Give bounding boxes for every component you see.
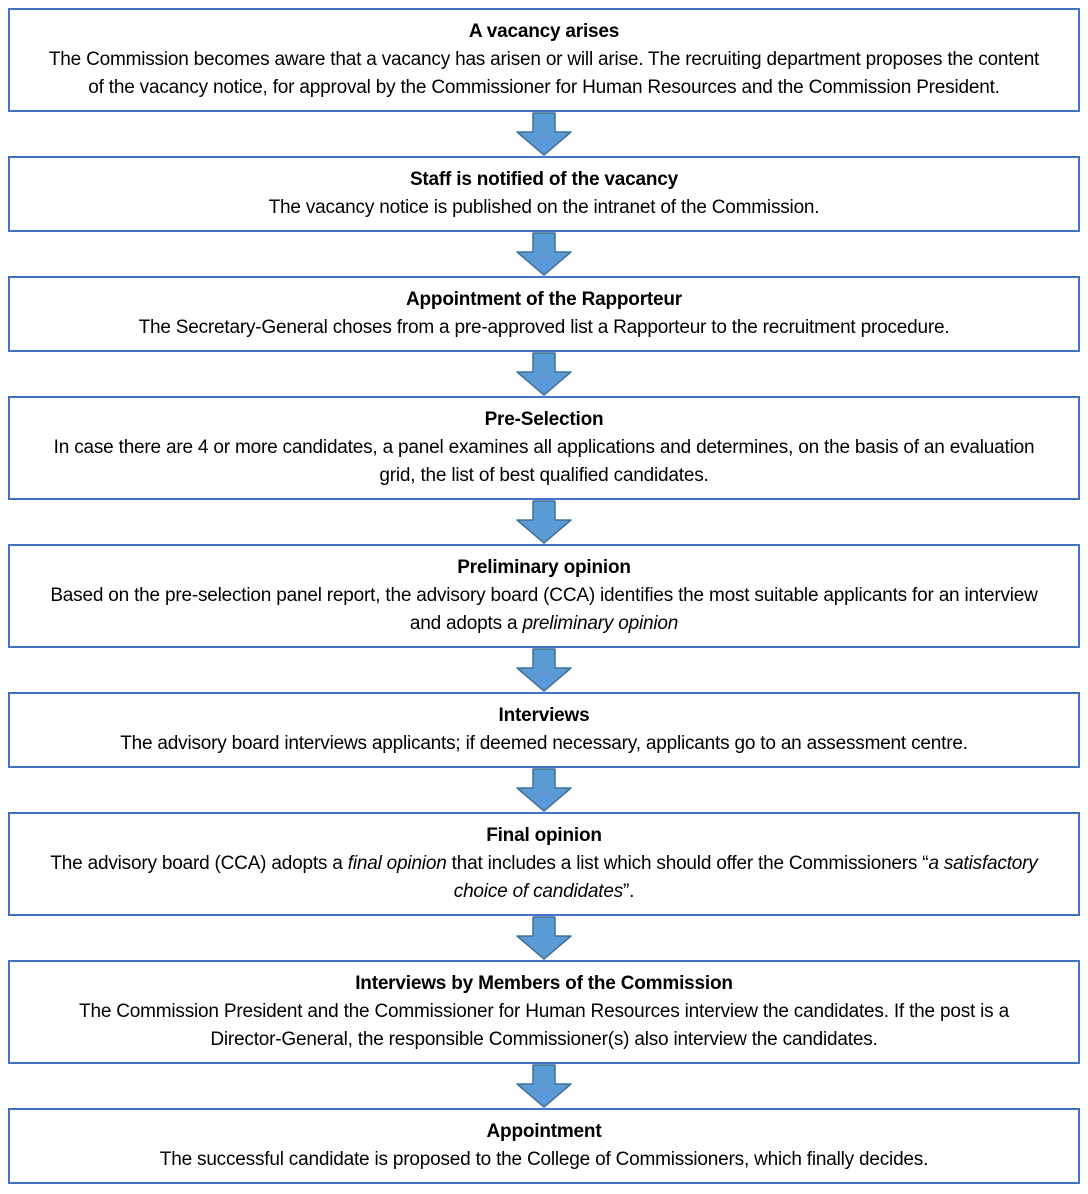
step-title: Pre-Selection [484, 409, 604, 430]
step-4-pre-selection [8, 396, 1080, 500]
step-2-staff-notified [8, 156, 1080, 232]
step-body: The Commission becomes aware that a vacancy has arisen or will arise. The recruiting department proposes the content of the vacancy notice, for approval by the Commissioner for Human Resources and the Commission President. [48, 49, 1040, 98]
down-arrow-icon [516, 232, 572, 276]
down-arrow-icon [516, 352, 572, 396]
step-5-preliminary-opinion [8, 544, 1080, 648]
step-body: In case there are 4 or more candidates, a panel examines all applications and determines, on the basis of an evaluation grid, the list of best qualified candidates. [53, 437, 1035, 486]
step-title: Appointment of the Rapporteur [405, 289, 682, 310]
step-8-interviews-members-commission [8, 960, 1080, 1064]
step-title: Appointment [486, 1121, 602, 1142]
down-arrow-icon [516, 500, 572, 544]
step-3-appointment-rapporteur [8, 276, 1080, 352]
step-title: Final opinion [486, 825, 602, 846]
down-arrow-icon [516, 112, 572, 156]
step-body: The advisory board interviews applicants; if deemed necessary, applicants go to an assessment centre. [120, 733, 968, 754]
step-body: Based on the pre-selection panel report, the advisory board (CCA) identifies the most suitable applicants for an interview and adopts a preliminary opinion [50, 585, 1038, 634]
step-body: The Commission President and the Commissioner for Human Resources interview the candidates. If the post is a Director-General, the responsible Commissioner(s) also interview the candidates. [79, 1001, 1009, 1050]
down-arrow-icon [516, 1064, 572, 1108]
step-9-appointment [8, 1108, 1080, 1184]
step-7-final-opinion [8, 812, 1080, 916]
step-title: Interviews [498, 705, 590, 726]
down-arrow-icon [516, 768, 572, 812]
step-body: The vacancy notice is published on the intranet of the Commission. [268, 197, 820, 218]
step-title: Staff is notified of the vacancy [409, 169, 679, 190]
step-title: Preliminary opinion [457, 557, 631, 578]
step-6-interviews [8, 692, 1080, 768]
down-arrow-icon [516, 916, 572, 960]
step-body: The successful candidate is proposed to the College of Commissioners, which finally decides. [159, 1149, 929, 1170]
step-body: The advisory board (CCA) adopts a final opinion that includes a list which should offer the Commissioners “a satisfactory choice of candidates”. [50, 853, 1038, 902]
down-arrow-icon [516, 648, 572, 692]
step-title: A vacancy arises [468, 21, 620, 42]
step-1-vacancy-arises [8, 8, 1080, 112]
step-title: Interviews by Members of the Commission [355, 973, 733, 994]
step-body: The Secretary-General choses from a pre-approved list a Rapporteur to the recruitment procedure. [138, 317, 950, 338]
